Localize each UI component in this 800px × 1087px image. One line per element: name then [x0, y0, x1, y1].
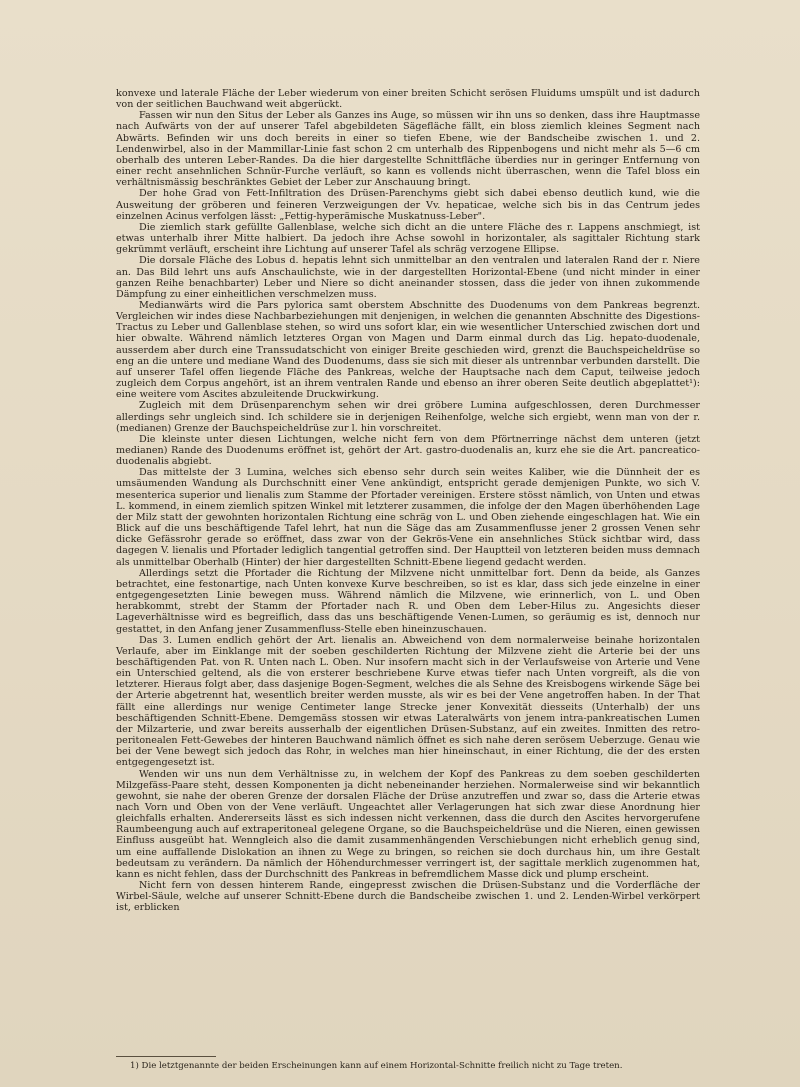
paragraph: Das mittelste der 3 Lumina, welches sich ebenso sehr durch sein weites Kaliber, wie die Dünnheit der es umsäumenden Wandung als Durchschnitt einer Vene ankündigt, entspricht gerade demjenigen Punkte, wo sich V. mesenterica superior und lienalis zum Stamme der Pfortader vereinigen. Erstere stösst nämlich, von Unten und etwas L. kommend, in einem ziemlich spitzen Winkel mit letzterer zusammen, die infolge der den Magen überhöhenden Lage der Milz statt der gewohnten horizontalen Richtung eine schräg von L. und Oben ziehende eingeschlagen hat. Wie ein Blick auf die uns beschäftigende Tafel lehrt, hat nun die Säge das am Zusammenflusse jener 2 grossen Venen sehr dicke Gefässrohr gerade so eröffnet, dass zwar von der Gekrös-Vene ein ansehnliches Stück sichtbar wird, dass dagegen V. lienalis und Pfortader lediglich tangential getroffen sind. Der Hauptteil von letzteren beiden muss demnach als unmittelbar Oberhalb (Hinter) der hier dargestellten Schnitt-Ebene liegend gedacht werden.: [116, 467, 700, 568]
paragraph: Die dorsale Fläche des Lobus d. hepatis lehnt sich unmittelbar an den ventralen und lateralen Rand der r. Niere an. Das Bild lehrt uns aufs Anschaulichste, wie in der dargestellten Horizontal-Ebene (und nicht minder in einer ganzen Reihe benachbarter) Leber und Niere so dicht aneinander stossen, dass die jeder von ihnen zukommende Dämpfung zu einer einheitlichen verschmelzen muss.: [116, 255, 700, 300]
body-text: [116, 88, 700, 914]
paragraph: Wenden wir uns nun dem Verhältnisse zu, in welchem der Kopf des Pankreas zu dem soeben geschilderten Milzgefäss-Paare steht, dessen Komponenten ja dicht nebeneinander herziehen. Normalerweise sind wir bekanntlich gewohnt, sie nahe der oberen Grenze der dorsalen Fläche der Drüse anzutreffen und zwar so, dass die Arterie etwas nach Vorn und Oben von der Vene verläuft. Ungeachtet aller Verlagerungen hat sich zwar diese Anordnung hier gleichfalls erhalten. Andererseits lässt es sich indessen nicht verkennen, dass die durch den Ascites hervorgerufene Raumbeengung auch auf extraperitoneal gelegene Organe, so die Bauchspeicheldrüse und die Nieren, einen gewissen Einfluss ausgeübt hat. Wenngleich also die damit zusammenhängenden Verschiebungen nicht erheblich genug sind, um eine auffallende Dislokation an ihnen zu Wege zu bringen, so reichen sie doch durchaus hin, um ihre Gestalt bedeutsam zu verändern. Da nämlich der Höhendurchmesser verringert ist, der sagittale merklich zugenommen hat, kann es nicht fehlen, dass der Durchschnitt des Pankreas in befremdlichem Masse dick und plump erscheint.: [116, 768, 700, 880]
paragraph: Medianwärts wird die Pars pylorica samt oberstem Abschnitte des Duodenums von dem Pankreas begrenzt. Vergleichen wir indes diese Nachbarbeziehungen mit denjenigen, in welchen die genannten Abschnitte des Digestions-Tractus zu Leber und Gallenblase stehen, so wird uns sofort klar, ein wie wesentlicher Unterschied zwischen dort und hier obwalte. Während nämlich letzteres Organ von Magen und Darm einmal durch das Lig. hepato-duodenale, ausserdem aber durch eine Transsudatschicht von einiger Breite geschieden wird, grenzt die Bauchspeicheldrüse so eng an die untere und mediane Wand des Duodenums, dass sie sich mit dieser als untrennbar verbunden darstellt. Die auf unserer Tafel offen liegende Fläche des Pankreas, welche der Hauptsache nach dem Caput, teilweise jedoch zugleich dem Corpus angehört, ist an ihrem ventralen Rande und ebenso an ihrer oberen Seite deutlich abgeplattet¹): eine weitere vom Ascites abzuleitende Druckwirkung.: [116, 299, 700, 401]
paragraph: Nicht fern von dessen hinterem Rande, eingepresst zwischen die Drüsen-Substanz und die Vorderfläche der Wirbel-Säule, welche auf unserer Schnitt-Ebene durch die Bandscheibe zwischen 1. und 2. Lenden-Wirbel verkörpert ist, erblicken: [116, 880, 700, 914]
paragraph: Der hohe Grad von Fett-Infiltration des Drüsen-Parenchyms giebt sich dabei ebenso deutlich kund, wie die Ausweitung der gröberen und feineren Verzweigungen der Vv. hepaticae, welche sich bis in das Centrum jedes einzelnen Acinus verfolgen lässt: „Fettig-hyperämische Muskatnuss-Leber".: [116, 188, 700, 222]
paragraph: Die kleinste unter diesen Lichtungen, welche nicht fern von dem Pförtnerringe nächst dem unteren (jetzt medianen) Rande des Duodenums eröffnet ist, gehört der Art. gastro-duodenalis an, kurz ehe sie die Art. pancreatico-duodenalis abgiebt.: [116, 433, 700, 468]
footnote: 1) Die letztgenannte der beiden Erscheinungen kann auf einem Horizontal-Schnitte freilich nicht zu Tage treten.: [130, 1061, 623, 1071]
paragraph: Die ziemlich stark gefüllte Gallenblase, welche sich dicht an die untere Fläche des r. Lappens anschmiegt, ist etwas unterhalb ihrer Mitte halbiert. Da jedoch ihre Achse sowohl in horizontaler, als sagittaler Richtung stark gekrümmt verläuft, erscheint ihre Lichtung auf unserer Tafel als schräg verzogene Ellipse.: [116, 221, 700, 256]
footnote-divider: [116, 1056, 216, 1057]
paragraph: konvexe und laterale Fläche der Leber wiederum von einer breiten Schicht serösen Fluidums umspült und ist dadurch von der seitlichen Bauchwand weit abgerückt.: [116, 88, 700, 111]
paragraph: Allerdings setzt die Pfortader die Richtung der Milzvene nicht unmittelbar fort. Denn da beide, als Ganzes betrachtet, eine festonartige, nach Unten konvexe Kurve beschreiben, so ist es klar, dass sich jede einzelne in einer entgegengesetzten Linie bewegen muss. Während nämlich die Milzvene, wie erinnerlich, von L. und Oben herabkommt, strebt der Stamm der Pfortader nach R. und Oben dem Leber-Hilus zu. Angesichts dieser Lageverhältnisse wird es begreiflich, dass das uns beschäftigende Venen-Lumen, so geräumig es ist, dennoch nur gestattet, in den Anfang jener Zusammenfluss-Stelle eben hineinzuschauen.: [116, 567, 700, 635]
paragraph: Das 3. Lumen endlich gehört der Art. lienalis an. Abweichend von dem normalerweise beinahe horizontalen Verlaufe, aber im Einklange mit der soeben geschilderten Richtung der Milzvene zieht die Arterie bei der uns beschäftigenden Pat. von R. Unten nach L. Oben. Nur insofern macht sich in der Verlaufsweise von Arterie und Vene ein Unterschied geltend, als die von ersterer beschriebene Kurve etwas tiefer nach Unten vorgreift, als die von letzterer. Hieraus folgt aber, dass dasjenige Bogen-Segment, welches die als Sehne des Kreisbogens wirkende Säge bei der Arterie abgetrennt hat, wesentlich breiter werden musste, als wir es bei der Vene angetroffen haben. In der That fällt eine allerdings nur wenige Centimeter lange Strecke jener Konvexität diesseits (Unterhalb) der uns beschäftigenden Schnitt-Ebene. Demgemäss stossen wir etwas Lateralwärts von jenem intra-pankreatischen Lumen der Milzarterie, und zwar bereits ausserhalb der eigentlichen Drüsen-Substanz, auf ein zweites. Inmitten des retro-peritonealen Fett-Gewebes der hinteren Bauchwand nämlich öffnet es sich nahe deren serösem Ueberzuge. Genau wie bei der Vene bewegt sich jedoch das Rohr, in welches man hier hineinschaut, in einer Richtung, die der des ersten entgegengesetzt ist.: [116, 634, 700, 769]
paragraph: Fassen wir nun den Situs der Leber als Ganzes ins Auge, so müssen wir ihn uns so denken, dass ihre Hauptmasse nach Aufwärts von der auf unserer Tafel abgebildeten Sägefläche fällt, ein bloss ziemlich kleines Segment nach Abwärts. Befinden wir uns doch bereits in einer so tiefen Ebene, wie der Bandscheibe zwischen 1. und 2. Lendenwirbel, also in der Mammillar-Linie fast schon 2 cm unterhalb des Rippenbogens und nicht mehr als 5—6 cm oberhalb des unteren Leber-Randes. Da die hier dargestellte Schnittfläche überdies nur in geringer Entfernung von einer recht ansehnlichen Schnür-Furche verläuft, so kann es vollends nicht überraschen, wenn die Tafel bloss ein verhältnismässig beschränktes Gebiet der Leber zur Anschauung bringt.: [116, 110, 700, 189]
paragraph: Zugleich mit dem Drüsenparenchym sehen wir drei gröbere Lumina aufgeschlossen, deren Durchmesser allerdings sehr ungleich sind. Ich schildere sie in derjenigen Reihenfolge, welche sich ergiebt, wenn man von der r. (medianen) Grenze der Bauchspeicheldrüse zur l. hin vorschreitet.: [116, 400, 700, 434]
